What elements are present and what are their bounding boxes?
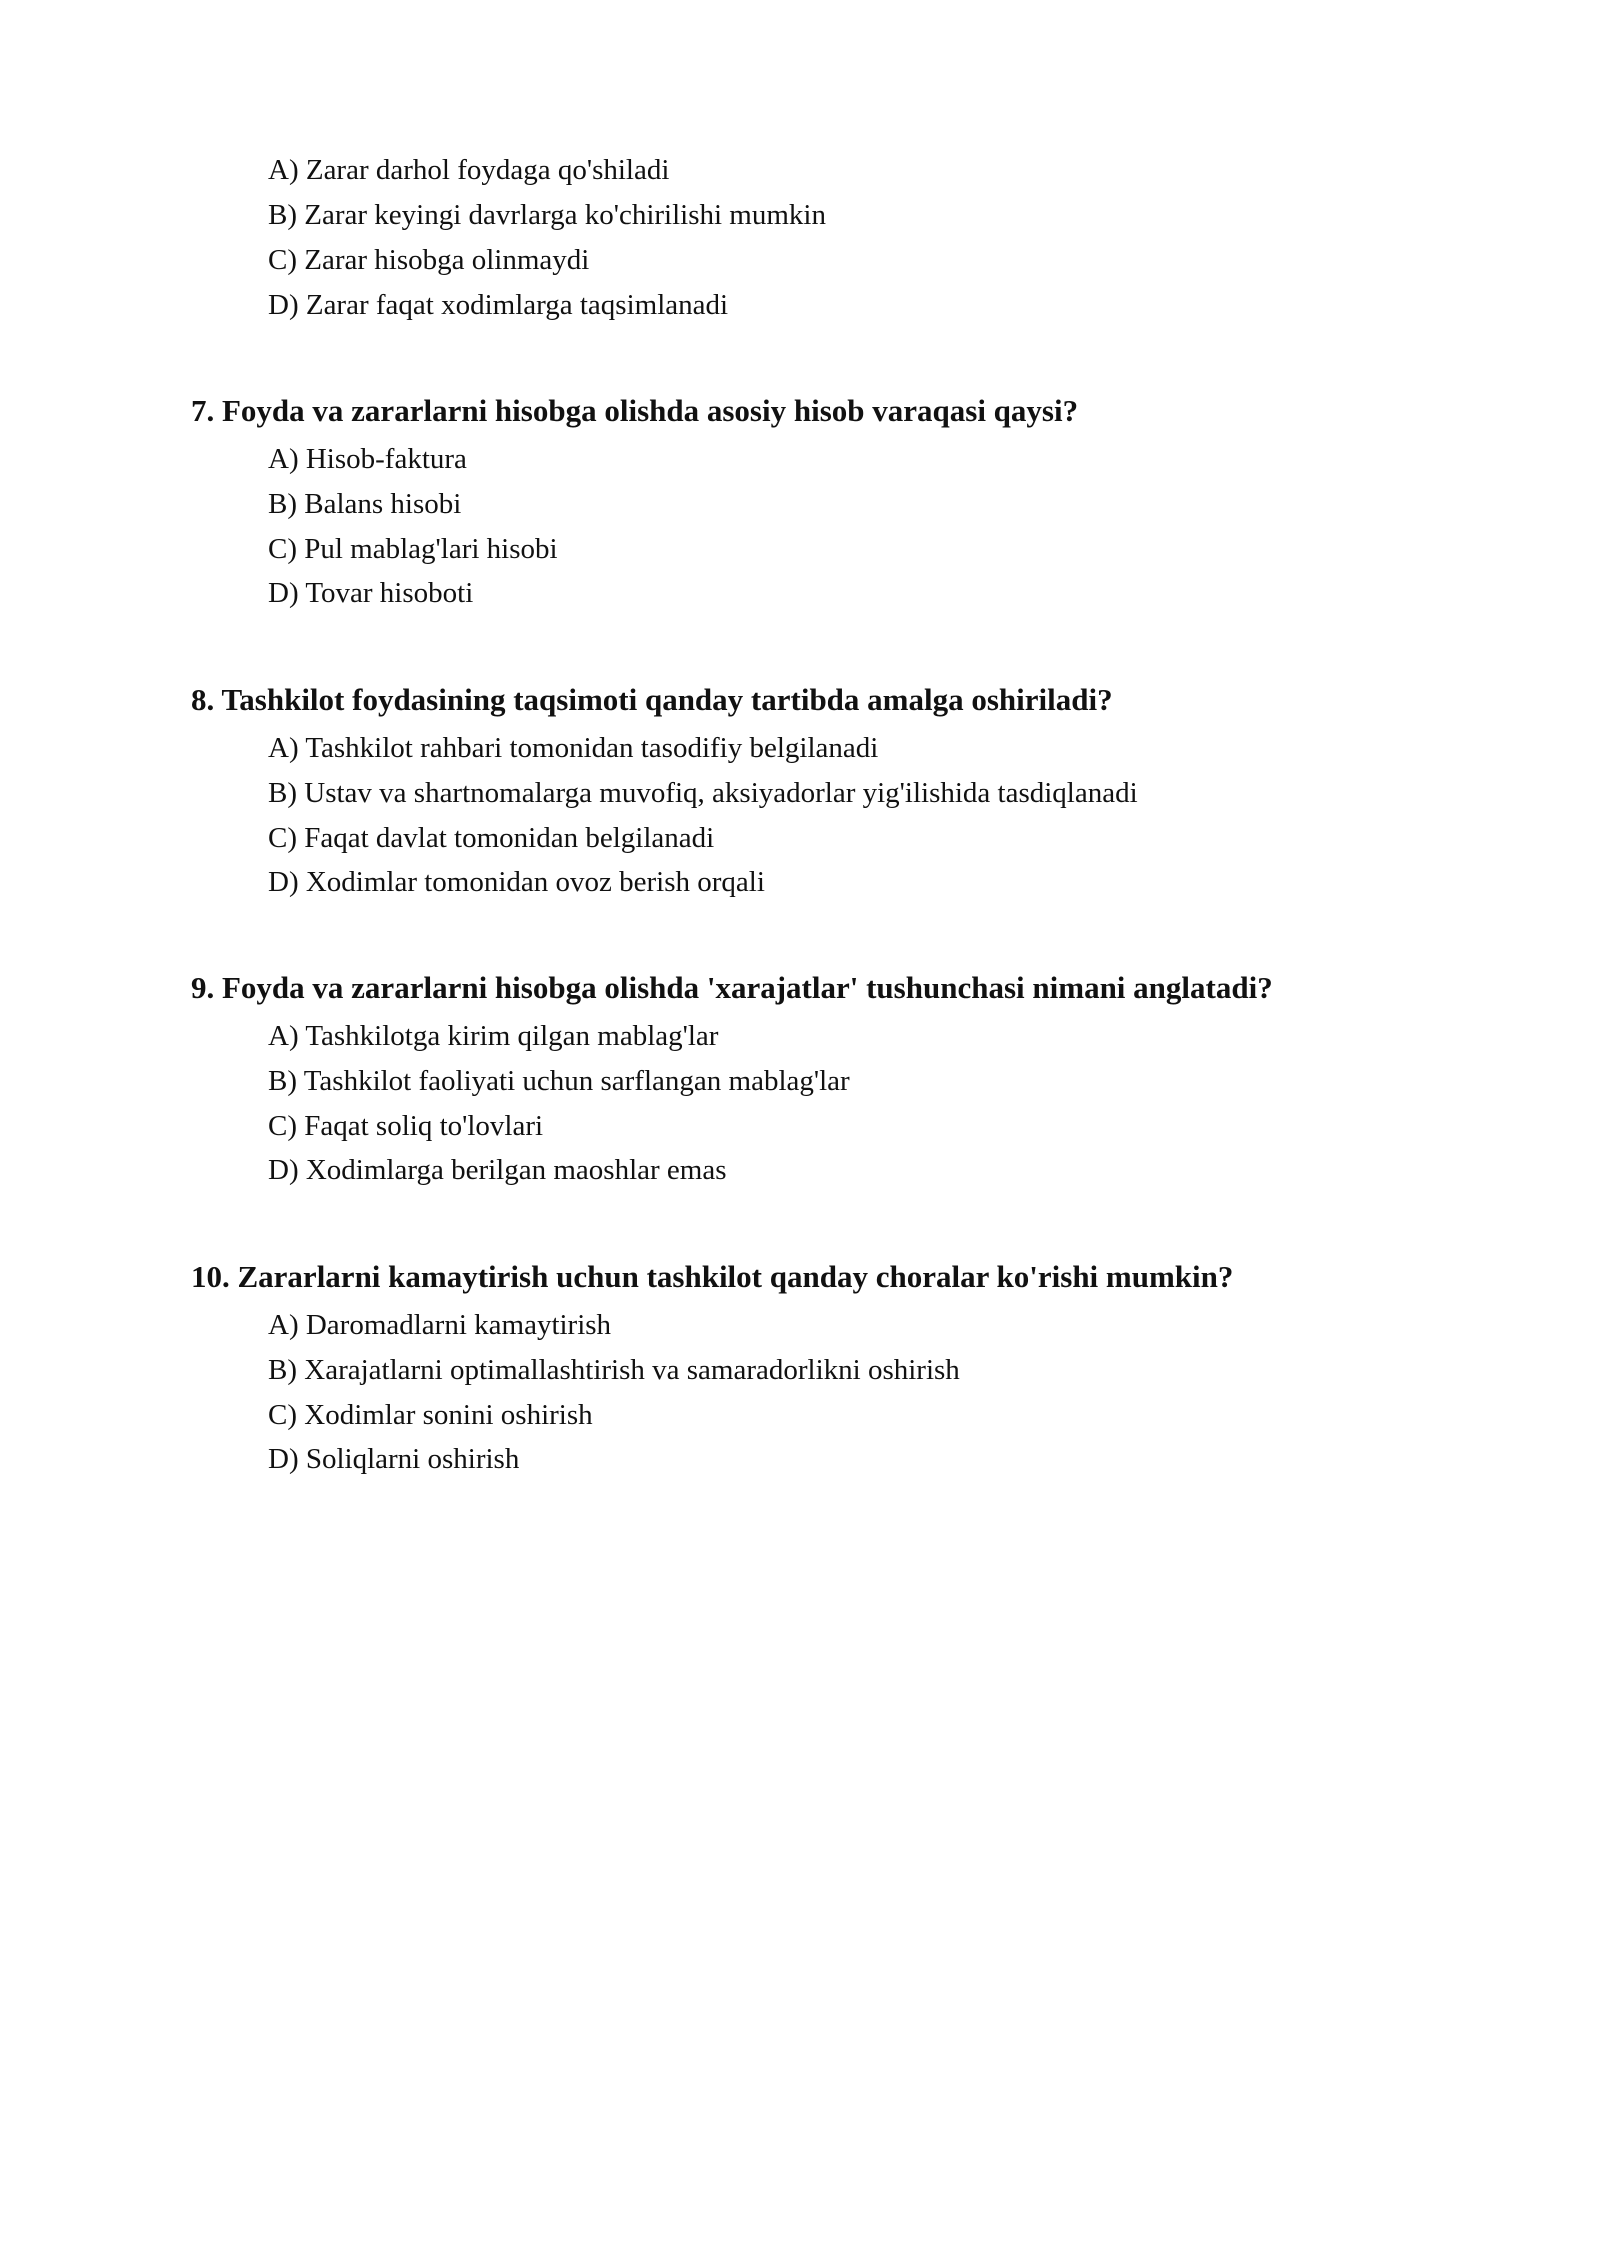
- question-9-option-a: A) Tashkilotga kirim qilgan mablag'lar: [268, 1020, 719, 1052]
- question-9-text: 9. Foyda va zararlarni hisobga olishda 'xarajatlar' tushunchasi nimani anglatadi?: [191, 970, 1273, 1005]
- question-8-option-d: D) Xodimlar tomonidan ovoz berish orqali: [268, 866, 765, 898]
- option-b: B) Zarar keyingi davrlarga ko'chirilishi mumkin: [268, 199, 826, 231]
- option-d: D) Zarar faqat xodimlarga taqsimlanadi: [268, 289, 729, 321]
- question-8-option-b: B) Ustav va shartnomalarga muvofiq, aksiyadorlar yig'ilishida tasdiqlanadi: [268, 777, 1138, 809]
- question-10-option-c: C) Xodimlar sonini oshirish: [268, 1399, 593, 1431]
- question-8-text: 8. Tashkilot foydasining taqsimoti qanday tartibda amalga oshiriladi?: [191, 682, 1113, 717]
- question-10-option-a: A) Daromadlarni kamaytirish: [268, 1309, 612, 1341]
- question-7-text: 7. Foyda va zararlarni hisobga olishda asosiy hisob varaqasi qaysi?: [191, 393, 1079, 428]
- question-9-option-b: B) Tashkilot faoliyati uchun sarflangan mablag'lar: [268, 1065, 850, 1097]
- question-10-option-b: B) Xarajatlarni optimallashtirish va samaradorlikni oshirish: [268, 1354, 960, 1386]
- question-8-option-a: A) Tashkilot rahbari tomonidan tasodifiy belgilanadi: [268, 732, 879, 764]
- question-8-option-c: C) Faqat davlat tomonidan belgilanadi: [268, 822, 715, 854]
- question-9-option-c: C) Faqat soliq to'lovlari: [268, 1110, 544, 1142]
- question-10-text: 10. Zararlarni kamaytirish uchun tashkilot qanday choralar ko'rishi mumkin?: [191, 1259, 1234, 1294]
- question-7-option-c: C) Pul mablag'lari hisobi: [268, 533, 558, 565]
- option-a: A) Zarar darhol foydaga qo'shiladi: [268, 154, 670, 186]
- question-9-option-d: D) Xodimlarga berilgan maoshlar emas: [268, 1154, 727, 1186]
- question-7-option-a: A) Hisob-faktura: [268, 443, 467, 475]
- question-7-option-d: D) Tovar hisoboti: [268, 577, 474, 609]
- question-10-option-d: D) Soliqlarni oshirish: [268, 1443, 520, 1475]
- question-7-option-b: B) Balans hisobi: [268, 488, 462, 520]
- option-c: C) Zarar hisobga olinmaydi: [268, 244, 590, 276]
